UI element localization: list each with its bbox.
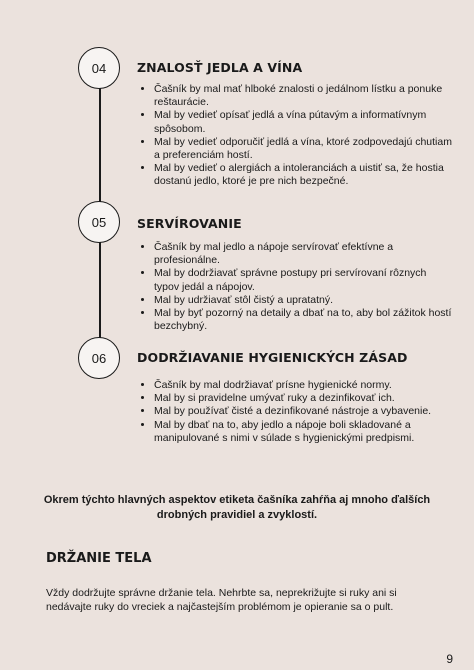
step-number: 06 [91,350,107,366]
list-item: • Mal by byť pozorný na detaily a dbať na to, aby bol zážitok hostí bezchybný. [154,307,454,333]
list-item: • Mal by dbať na to, aby jedlo a nápoje boli skladované a manipulované s nimi v súlade s hygienickými predpismi. [154,419,454,445]
step-number-circle [78,201,120,243]
step-number: 05 [91,214,107,230]
list-item: • Mal by si pravidelne umývať ruky a dezinfikovať ich. [154,392,454,405]
bullet-list [140,83,454,189]
list-item: • Mal by používať čisté a dezinfikované nástroje a vybavenie. [154,405,454,418]
step-number-circle [78,47,120,89]
summary-note: Okrem týchto hlavných aspektov etiketa čašníka zahŕňa aj mnoho ďalších drobných pravidiel a zvyklostí. [43,494,431,521]
step-title: DODRŽIAVANIE HYGIENICKÝCH ZÁSAD [137,350,408,365]
section-body: Vždy dodržujte správne držanie tela. Nehrbte sa, neprekrižujte si ruky ani si nedávajte ruky do vreciek a najčastejším problémom je opieranie sa o pult. [46,587,397,613]
list-item: • Mal by vedieť o alergiách a intoleranciách a uistiť sa, že hostia dostanú jedlo, ktoré je pre nich bezpečné. [154,162,454,188]
step-title: SERVÍROVANIE [137,216,242,231]
step-number-circle [78,337,120,379]
list-item: • Čašník by mal dodržiavať prísne hygienické normy. [154,379,454,392]
list-item: • Mal by dodržiavať správne postupy pri servírovaní rôznych typov jedál a nápojov. [154,267,454,293]
bullet-list [140,379,454,445]
bullet-list [140,241,454,333]
section-title: DRŽANIE TELA [46,551,152,566]
page-number: 9 [446,652,453,666]
step-title: ZNALOSŤ JEDLA A VÍNA [137,60,303,75]
step-number: 04 [91,60,107,76]
list-item: • Čašník by mal jedlo a nápoje servírovať efektívne a profesionálne. [154,241,454,267]
list-item: • Čašník by mal mať hlboké znalosti o jedálnom lístku a ponuke reštaurácie. [154,83,454,109]
list-item: • Mal by vedieť opísať jedlá a vína pútavým a informatívnym spôsobom. [154,109,454,135]
list-item: • Mal by udržiavať stôl čistý a upratatný. [154,294,454,307]
list-item: • Mal by vedieť odporučiť jedlá a vína, ktoré zodpovedajú chutiam a preferenciám hostí. [154,136,454,162]
